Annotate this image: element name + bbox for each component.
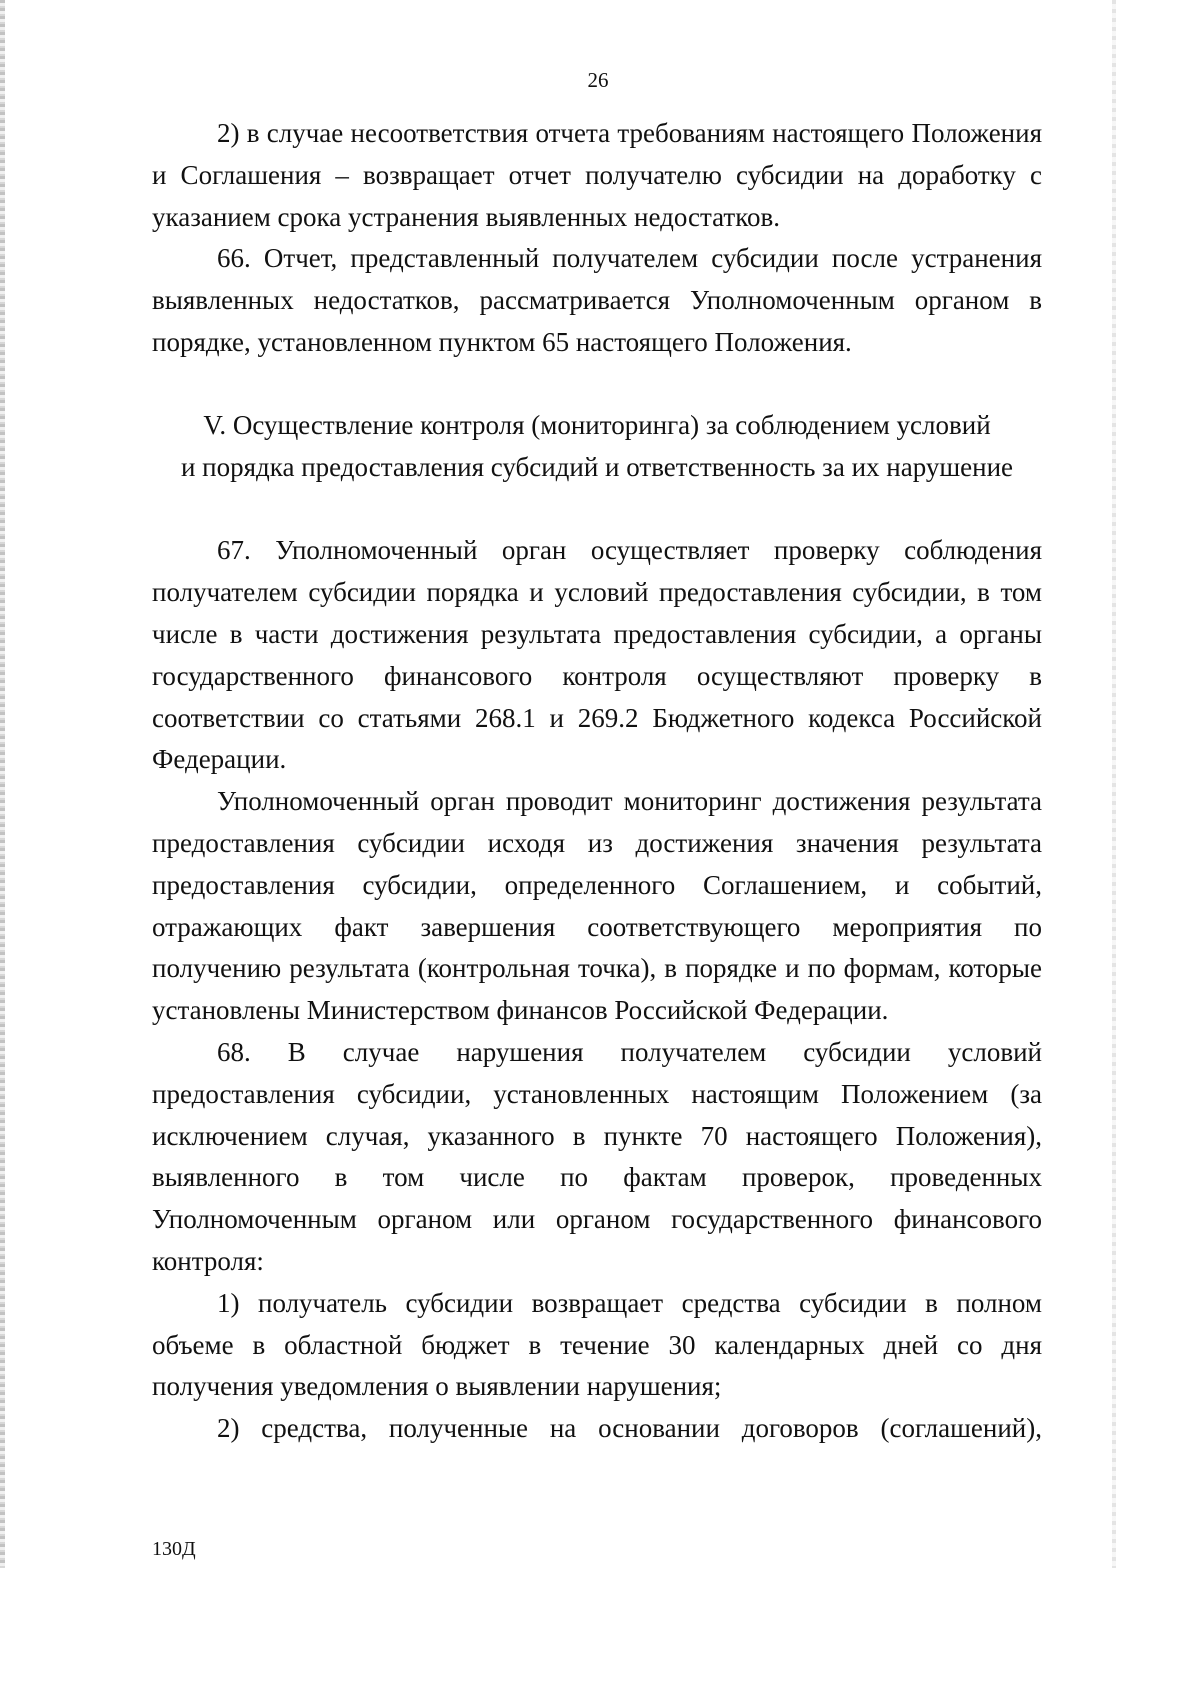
section-heading-line-2: и порядка предоставления субсидий и ответственность за их нарушение <box>180 451 1014 482</box>
section-heading-line-1: V. Осуществление контроля (мониторинга) за соблюдением условий <box>203 409 991 440</box>
paragraph-68: 68. В случае нарушения получателем субсидии условий предоставления субсидии, установленных настоящим Положением (за исключением случая, указанного в пункте 70 настоящего Положения), выявленного в том числе по фактам проверок, проведенных Уполномоченным органом или органом государственного финансового контроля: <box>152 1036 1042 1276</box>
footer-document-code: 130Д <box>152 1538 196 1560</box>
scan-edge-right <box>1112 0 1116 1568</box>
document-body <box>152 113 1042 1450</box>
scan-edge-left <box>0 0 5 1568</box>
paragraph-68-item-1: 1) получатель субсидии возвращает средства субсидии в полном объеме в областной бюджет в течение 30 календарных дней со дня получения уведомления о выявлении нарушения; <box>152 1287 1042 1402</box>
section-heading <box>152 405 1042 489</box>
paragraph-monitoring: Уполномоченный орган проводит мониторинг достижения результата предоставления субсидии исходя из достижения значения результата предоставления субсидии, определенного Соглашением, и событий, отражающих факт завершения соответствующего мероприятия по получению результата (контрольная точка), в порядке и по формам, которые установлены Министерством финансов Российской Федерации. <box>152 786 1042 1026</box>
page-number: 26 <box>587 68 609 92</box>
paragraph-item-2: 2) в случае несоответствия отчета требованиям настоящего Положения и Соглашения – возвращает отчет получателю субсидии на доработку с указанием срока устранения выявленных недостатков. <box>152 118 1042 232</box>
paragraph-66: 66. Отчет, представленный получателем субсидии после устранения выявленных недостатков, рассматривается Уполномоченным органом в порядке, установленном пунктом 65 настоящего Положения. <box>152 243 1042 357</box>
paragraph-67: 67. Уполномоченный орган осуществляет проверку соблюдения получателем субсидии порядка и условий предоставления субсидии, в том числе в части достижения результата предоставления субсидии, а органы государственного финансового контроля осуществляют проверку в соответствии со статьями 268.1 и 269.2 Бюджетного кодекса Российской Федерации. <box>152 535 1042 775</box>
paragraph-68-item-2: 2) средства, полученные на основании договоров (соглашений), <box>217 1413 1042 1444</box>
